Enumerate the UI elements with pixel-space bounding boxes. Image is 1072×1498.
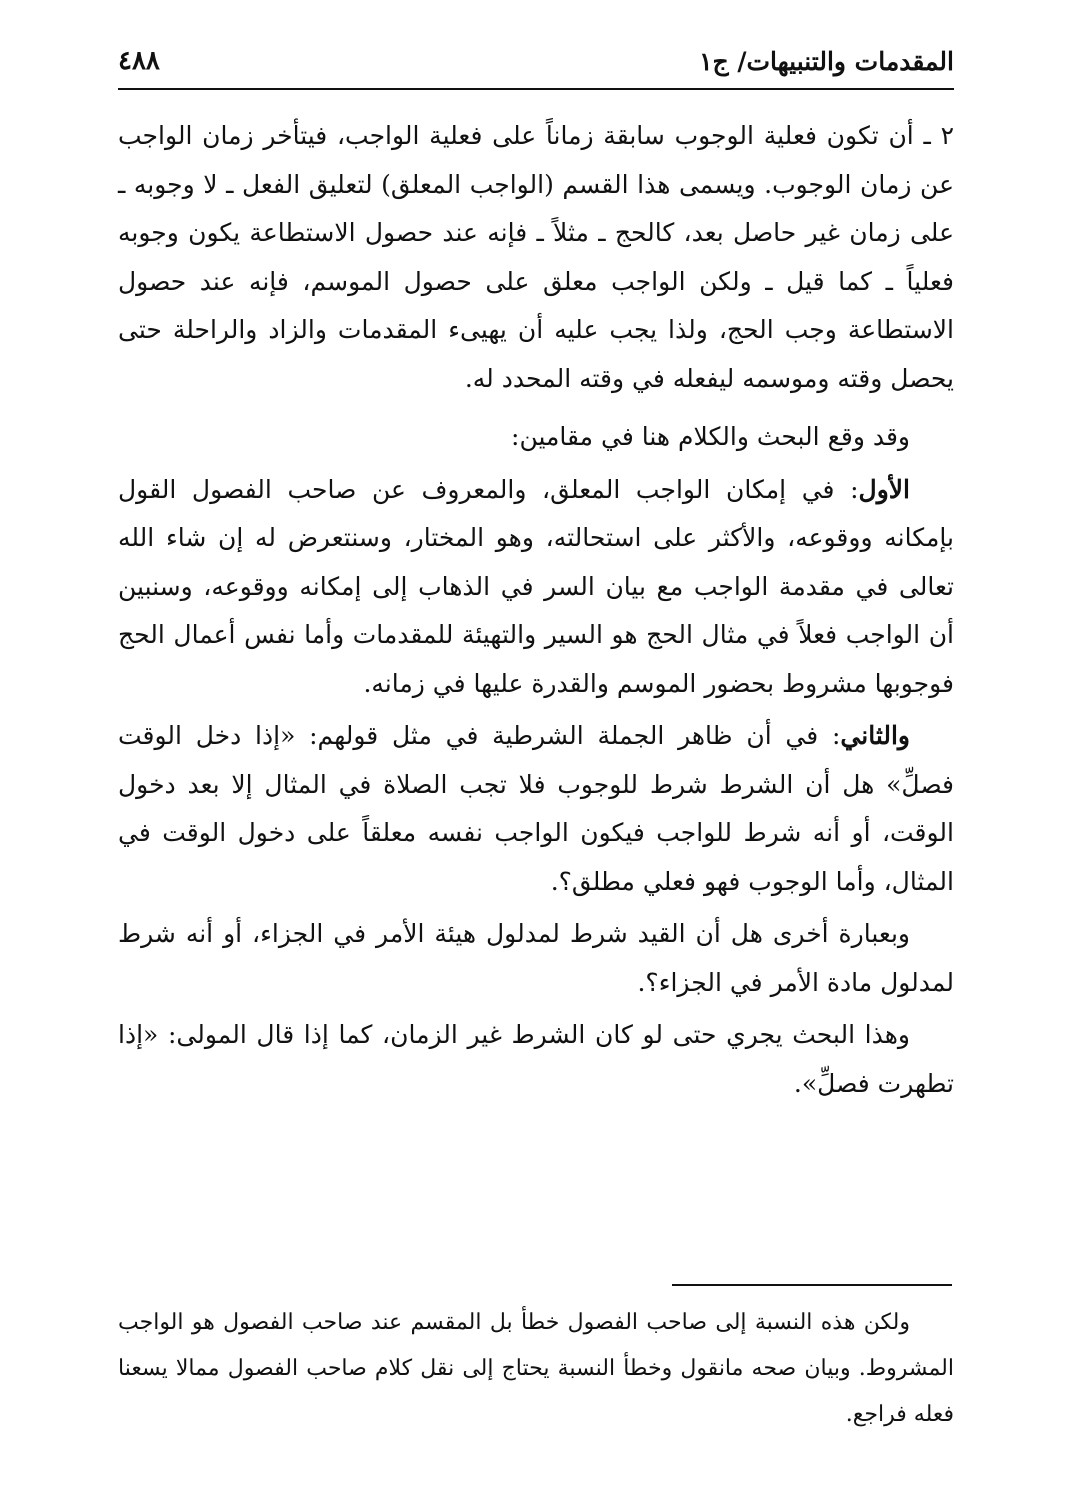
- second-point-label: والثاني: [840, 721, 910, 750]
- alternative-phrasing-paragraph: وبعبارة أخرى هل أن القيد شرط لمدلول هيئة الأمر في الجزاء، أو أنه شرط لمدلول مادة الأمر في الجزاء؟.: [118, 919, 954, 997]
- item-number: ٢ ـ: [923, 121, 954, 150]
- second-point-paragraph: [118, 712, 954, 906]
- closing-paragraph: وهذا البحث يجري حتى لو كان الشرط غير الزمان، كما إذا قال المولى: «إذا تطهرت فصلِّ».: [118, 1020, 954, 1098]
- footnote: [118, 1300, 954, 1438]
- footnote-separator: [672, 1284, 952, 1286]
- intro-paragraph: وقد وقع البحث والكلام هنا في مقامين:: [511, 422, 910, 451]
- first-point-paragraph: [118, 466, 954, 709]
- item-text: أن تكون فعلية الوجوب سابقة زماناً على فعلية الواجب، فيتأخر زمان الواجب عن زمان الوجوب. ويسمى هذا القسم (الواجب المعلق) لتعليق الفعل ـ لا وجوبه ـ على زمان غير حاصل بعد، كالحج ـ مثلاً ـ فإنه عند حصول الاستطاعة يكون وجوبه فعلياً ـ كما قيل ـ ولكن الواجب معلق على حصول الموسم، فإنه عند حصول الاستطاعة وجب الحج، ولذا يجب عليه أن يهيىء المقدمات والزاد والراحلة حتى يحصل وقته وموسمه ليفعله في وقته المحدد له.: [118, 121, 954, 393]
- page-number: ٤٨٨: [118, 46, 160, 76]
- page-header: [118, 34, 954, 90]
- first-point-text: : في إمكان الواجب المعلق، والمعروف عن صاحب الفصول القول بإمكانه ووقوعه، والأكثر على استحالته، وهو المختار، وسنتعرض له إن شاء الله تعالى في مقدمة الواجب مع بيان السر في الذهاب إلى إمكانه ووقوعه، وسنبين أن الواجب فعلاً في مثال الحج هو السير والتهيئة للمقدمات وأما نفس أعمال الحج فوجوبها مشروط بحضور الموسم والقدرة عليها في زمانه.: [118, 474, 954, 698]
- numbered-item-2: [118, 112, 954, 403]
- running-title: المقدمات والتنبيهات/ ج١: [699, 46, 954, 76]
- footnote-text: ولكن هذه النسبة إلى صاحب الفصول خطأ بل المقسم عند صاحب الفصول هو الواجب المشروط. وبيان صحه مانقول وخطأ النسبة يحتاج إلى نقل كلام صاحب الفصول ممالا يسعنا فعله فراجع.: [118, 1310, 954, 1427]
- first-point-label: الأول: [858, 474, 910, 504]
- main-text: [118, 112, 954, 1108]
- second-point-text: : في أن ظاهر الجملة الشرطية في مثل قولهم: «إذا دخل الوقت فصلِّ» هل أن الشرط شرط للوجوب فلا تجب الصلاة في المثال إلا بعد دخول الوقت، أو أنه شرط للواجب فيكون الواجب نفسه معلقاً على دخول الوقت في المثال، وأما الوجوب فهو فعلي مطلق؟.: [118, 721, 954, 896]
